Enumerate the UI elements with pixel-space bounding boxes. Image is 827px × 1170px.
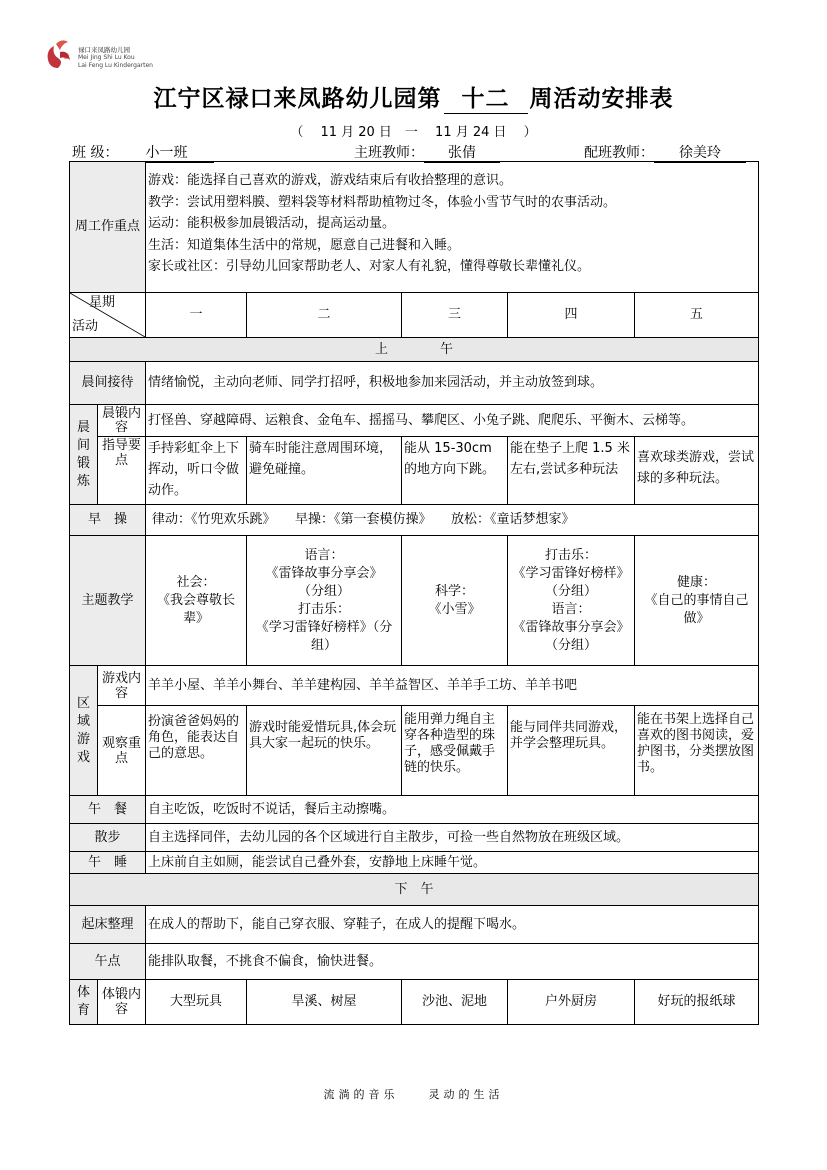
- class-label: 班 级：: [72, 145, 119, 161]
- pe-row: [70, 980, 759, 1025]
- walk-row: [70, 824, 759, 852]
- exercise-content-label: 晨锻内容: [98, 405, 146, 437]
- day-header: 三: [402, 293, 508, 338]
- class-info: [72, 142, 214, 163]
- day-header: 二: [247, 293, 402, 338]
- focus-line: 家长或社区：引导幼儿回家帮助老人、对家人有礼貌，懂得尊敬长辈懂礼仪。: [148, 259, 591, 274]
- main-teacher-label: 主班教师：: [354, 145, 424, 161]
- walk-label: 散步: [70, 824, 146, 852]
- focus-line: 教学：尝试用塑料膜、塑料袋等材料帮助植物过冬，体验小雪节气时的农事活动。: [148, 194, 617, 210]
- area-label: 区域游戏: [70, 666, 98, 796]
- pe-item: 沙池、泥地: [402, 980, 508, 1025]
- exercise-label: 晨间锻炼: [70, 405, 98, 505]
- exercise-guide: 骑车时能注意周围环境，避免碰撞。: [247, 437, 402, 505]
- exercise-guide-label: 指导要点: [98, 437, 146, 505]
- exercise-guide: 能从 15-30cm 的地方向下跳。: [402, 437, 508, 505]
- lunch-label: 午 餐: [70, 796, 146, 824]
- reception-row: [70, 362, 759, 405]
- teaching-label: 主题教学: [70, 536, 146, 666]
- area-observe-label: 观察重点: [98, 706, 146, 796]
- morning-section-label: 上 午: [70, 338, 759, 362]
- kindergarten-logo: [44, 34, 153, 74]
- area-content-row: [70, 666, 759, 706]
- assist-teacher-value: 徐美玲: [654, 142, 746, 163]
- week-number: 十二: [444, 80, 528, 114]
- area-observe-row: [70, 706, 759, 796]
- pe-sub-label: 体锻内容: [98, 980, 146, 1025]
- teaching-cell: 健康： 《自己的事情自己做》: [635, 536, 759, 666]
- assist-teacher-label: 配班教师：: [584, 145, 654, 161]
- morning-section-row: [70, 338, 759, 362]
- nap-text: 上床前自主如厕，能尝试自己叠外套，安静地上床睡午觉。: [146, 852, 759, 874]
- afternoon-section-row: [70, 874, 759, 906]
- main-teacher-info: [354, 142, 500, 163]
- exercise-guide: 手持彩虹伞上下挥动，听口令做动作。: [146, 437, 247, 505]
- pe-item: 旱溪、树屋: [247, 980, 402, 1025]
- focus-line: 游戏：能选择自己喜欢的游戏，游戏结束后有收拾整理的意识。: [148, 173, 513, 188]
- title-prefix: 江宁区禄口来凤路幼儿园第: [153, 85, 442, 112]
- teaching-cell: 语言： 《雷锋故事分享会》 （分组） 打击乐： 《学习雷锋好榜样》（分组）: [247, 536, 402, 666]
- snack-text: 能排队取餐，不挑食不偏食，愉快进餐。: [146, 944, 759, 980]
- area-observe: 游戏时能爱惜玩具,体会玩具大家一起玩的快乐。: [247, 706, 402, 796]
- walk-text: 自主选择同伴，去幼儿园的各个区域进行自主散步，可捡一些自然物放在班级区域。: [146, 824, 759, 852]
- reception-label: 晨间接待: [70, 362, 146, 405]
- exercise-content: 打怪兽、穿越障碍、运粮食、金龟车、摇摇马、攀爬区、小兔子跳、爬爬乐、平衡木、云梯等。: [146, 405, 759, 437]
- exercise-guide: 能在垫子上爬 1.5 米左右,尝试多种玩法: [508, 437, 635, 505]
- area-observe: 扮演爸爸妈妈的角色，能表达自己的意思。: [146, 706, 247, 796]
- teaching-cell: 科学： 《小雪》: [402, 536, 508, 666]
- title-suffix: 周活动安排表: [529, 85, 674, 112]
- logo-icon: [44, 36, 72, 70]
- exercise-content-row: [70, 405, 759, 437]
- morning-exercises-label: 早 操: [70, 505, 146, 536]
- lunch-row: [70, 796, 759, 824]
- date-range: （ 11 月 20 日 一 11 月 24 日 ）: [290, 125, 537, 140]
- focus-line: 运动：能积极参加晨锻活动，提高运动量。: [148, 216, 396, 231]
- nap-label: 午 睡: [70, 852, 146, 874]
- main-teacher-value: 张倩: [424, 142, 500, 163]
- day-header: 五: [635, 293, 759, 338]
- morning-exercises-text: 律动：《竹兜欢乐跳》 早操：《第一套模仿操》 放松：《童话梦想家》: [146, 505, 759, 536]
- pe-label: 体育: [70, 980, 98, 1025]
- wakeup-label: 起床整理: [70, 906, 146, 944]
- teaching-cell: 打击乐： 《学习雷锋好榜样》 （分组） 语言： 《雷锋故事分享会》 （分组）: [508, 536, 635, 666]
- area-observe: 能在书架上选择自己喜欢的图书阅读，爱护图书，分类摆放图书。: [635, 706, 759, 796]
- schedule-table: [69, 161, 759, 1025]
- logo-text: 禄口来凤路幼儿园 Mei Jing Shi Lu Kou Lai Feng Lu Kindergarten: [78, 46, 153, 69]
- weekday-activity-header: [70, 293, 146, 338]
- lunch-text: 自主吃饭，吃饭时不说话，餐后主动擦嘴。: [146, 796, 759, 824]
- teaching-row: [70, 536, 759, 666]
- nap-row: [70, 852, 759, 874]
- focus-label: 周工作重点: [70, 162, 146, 293]
- activity-header-label: 活动: [72, 319, 99, 334]
- wakeup-text: 在成人的帮助下，能自己穿衣服、穿鞋子，在成人的提醒下喝水。: [146, 906, 759, 944]
- assist-teacher-info: [584, 142, 746, 163]
- reception-text: 情绪愉悦，主动向老师、同学打招呼，积极地参加来园活动，并主动放签到球。: [146, 362, 759, 405]
- footer-slogan: 流淌的音乐 灵动的生活: [323, 1088, 504, 1101]
- snack-label: 午点: [70, 944, 146, 980]
- afternoon-section-label: 下 午: [70, 874, 759, 906]
- exercise-guide: 喜欢球类游戏，尝试球的多种玩法。: [635, 437, 759, 505]
- morning-exercises-row: [70, 505, 759, 536]
- teaching-cell: 社会： 《我会尊敬长辈》: [146, 536, 247, 666]
- weekday-header-label: 星期: [89, 295, 116, 310]
- day-header: 四: [508, 293, 635, 338]
- page-title: [0, 80, 827, 114]
- area-observe: 能与同伴共同游戏，并学会整理玩具。: [508, 706, 635, 796]
- pe-item: 大型玩具: [146, 980, 247, 1025]
- header-row: [70, 293, 759, 338]
- area-content-label: 游戏内容: [98, 666, 146, 706]
- wakeup-row: [70, 906, 759, 944]
- pe-item: 户外厨房: [508, 980, 635, 1025]
- exercise-guide-row: [70, 437, 759, 505]
- day-header: 一: [146, 293, 247, 338]
- focus-line: 生活：知道集体生活中的常规，愿意自己进餐和入睡。: [148, 237, 461, 253]
- class-value: 小一班: [118, 142, 214, 163]
- pe-item: 好玩的报纸球: [635, 980, 759, 1025]
- snack-row: [70, 944, 759, 980]
- focus-content: [146, 162, 759, 293]
- area-content: 羊羊小屋、羊羊小舞台、羊羊建构园、羊羊益智区、羊羊手工坊、羊羊书吧: [146, 666, 759, 706]
- area-observe: 能用弹力绳自主穿各种造型的珠子，感受佩戴手链的快乐。: [402, 706, 508, 796]
- focus-row: [70, 162, 759, 293]
